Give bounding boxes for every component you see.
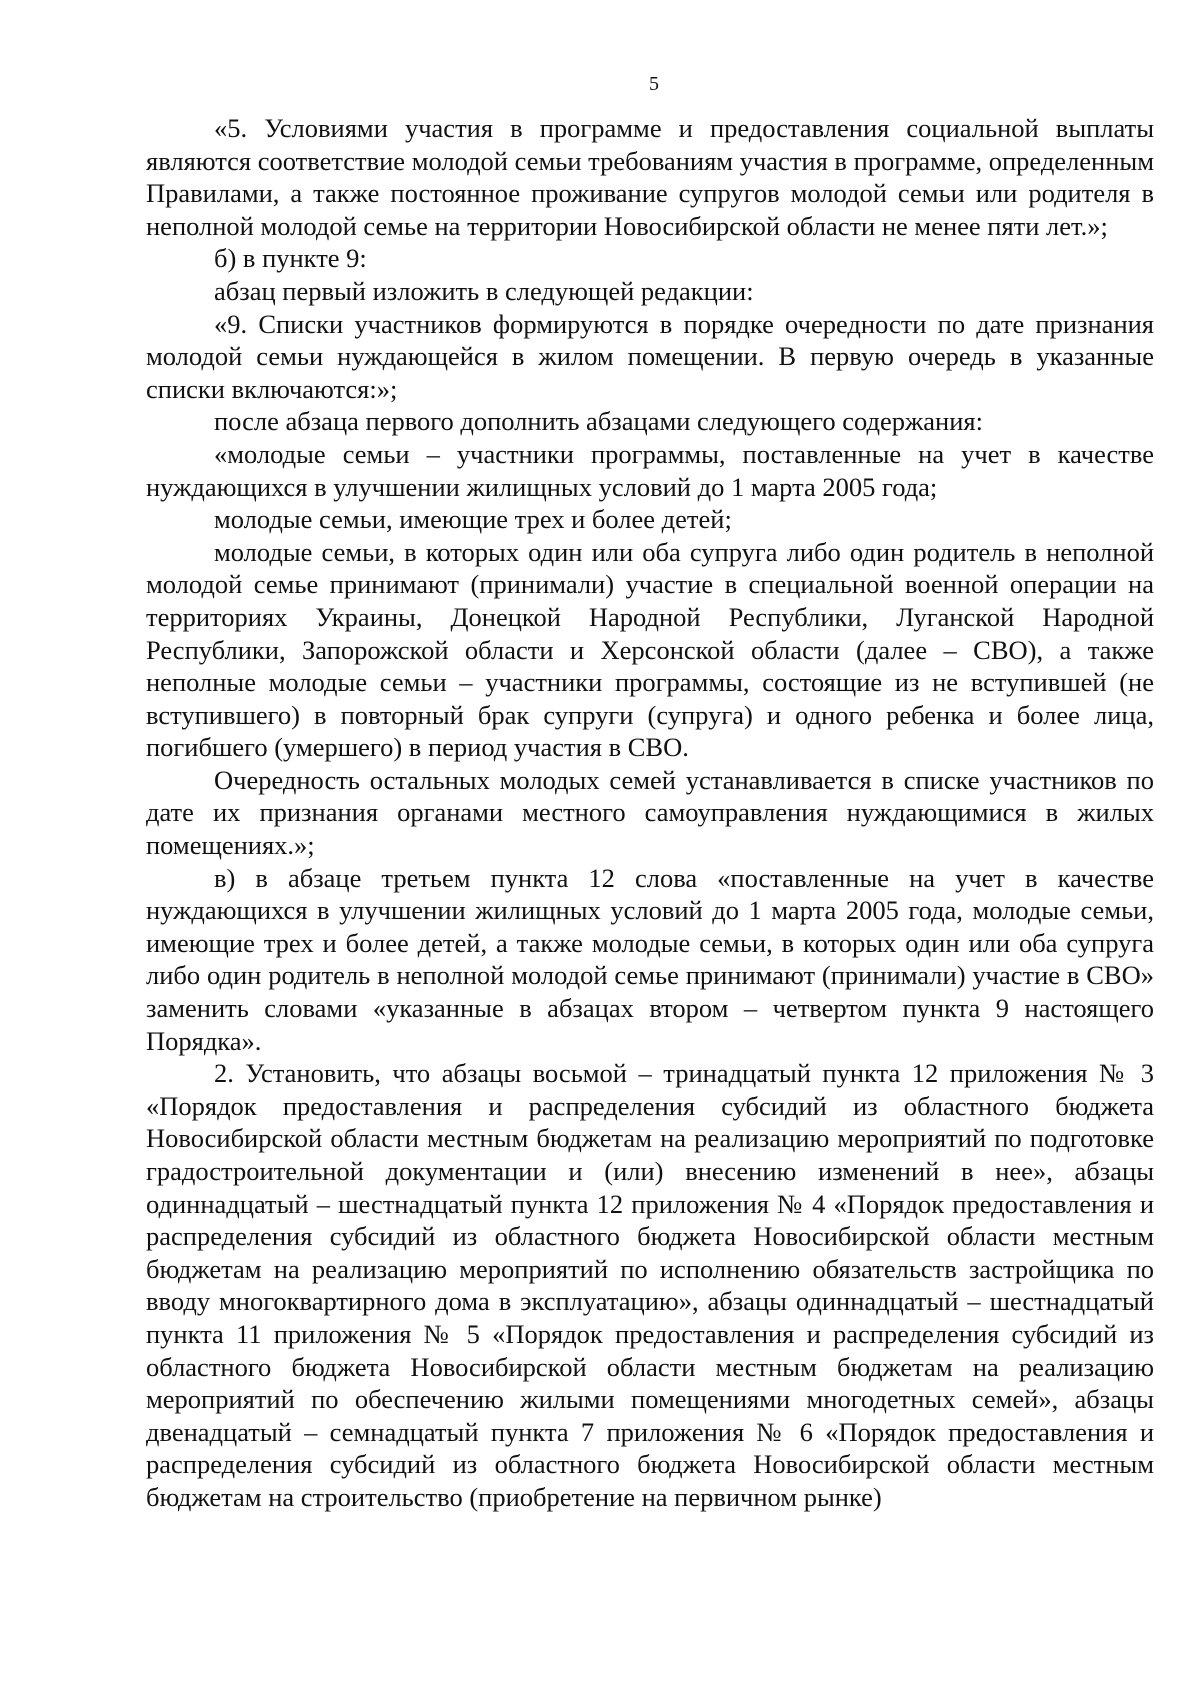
paragraph-svo-families: молодые семьи, в которых один или оба супруга либо один родитель в неполной молодой семье принимают (принимали) участие в специальной военной операции на территориях Украины, Донецкой Народной Республики, Луганской Народной Республики, Запорожской области и Херсонской области (далее – СВО), а также неполные молодые семьи – участники программы, состоящие из не вступившей (не вступившего) в повторный брак супруги (супруга) и одного ребенка и более лица, погибшего (умершего) в период участия в СВО. [146, 536, 1154, 763]
page-number: 5 [649, 73, 659, 95]
paragraph-item-5-conditions: «5. Условиями участия в программе и предоставления социальной выплаты являются соответствие молодой семьи требованиям участия в программе, определенным Правилами, а также постоянное проживание супругов молодой семьи или родителя в неполной молодой семье на территории Новосибирской области не менее пяти лет.»; [146, 113, 1154, 241]
paragraph-subitem-b: б) в пункте 9: [214, 243, 367, 274]
paragraph-queue-order: Очередность остальных молодых семей устанавливается в списке участников по дате их признания органами местного самоуправления нуждающимися в жилых помещениях.»; [146, 764, 1154, 861]
paragraph-supplement-intro: после абзаца первого дополнить абзацами следующего содержания: [214, 406, 983, 437]
paragraph-item-2-establish: 2. Установить, что абзацы восьмой – тринадцатый пункта 12 приложения № 3 «Порядок предоставления и распределения субсидий из областного бюджета Новосибирской области местным бюджетам на реализацию мероприятий по подготовке градостроительной документации и (или) внесению изменений в нее», абзацы одиннадцатый – шестнадцатый пункта 12 приложения № 4 «Порядок предоставления и распределения субсидий из областного бюджета Новосибирской области местным бюджетам на реализацию мероприятий по исполнению обязательств застройщика по вводу многоквартирного дома в эксплуатацию», абзацы одиннадцатый – шестнадцатый пункта 11 приложения № 5 «Порядок предоставления и распределения субсидий из областного бюджета Новосибирской области местным бюджетам на реализацию мероприятий по обеспечению жилыми помещениями многодетных семей», абзацы двенадцатый – семнадцатый пункта 7 приложения № 6 «Порядок предоставления и распределения субсидий из областного бюджета Новосибирской области местным бюджетам на строительство (приобретение на первичном рынке) [146, 1058, 1154, 1512]
paragraph-large-families: молодые семьи, имеющие трех и более детей; [214, 504, 732, 535]
paragraph-item-9-lists: «9. Списки участников формируются в порядке очередности по дате признания молодой семьи нуждающейся в жилом помещении. В первую очередь в указанные списки включаются:»; [146, 308, 1154, 404]
paragraph-young-families-registered: «молодые семьи – участники программы, поставленные на учет в качестве нуждающихся в улучшении жилищных условий до 1 марта 2005 года; [146, 438, 1154, 502]
document-page [146, 72, 1154, 1514]
paragraph-first-abzac-edit: абзац первый изложить в следующей редакции: [214, 275, 754, 306]
paragraph-subitem-v: в) в абзаце третьем пункта 12 слова «поставленные на учет в качестве нуждающихся в улучшении жилищных условий до 1 марта 2005 года, молодые семьи, имеющие трех и более детей, а также молодые семьи, в которых один или оба супруга либо один родитель в неполной молодой семье принимают (принимали) участие в СВО» заменить словами «указанные в абзацах втором – четвертом пункта 9 настоящего Порядка». [146, 862, 1154, 1056]
